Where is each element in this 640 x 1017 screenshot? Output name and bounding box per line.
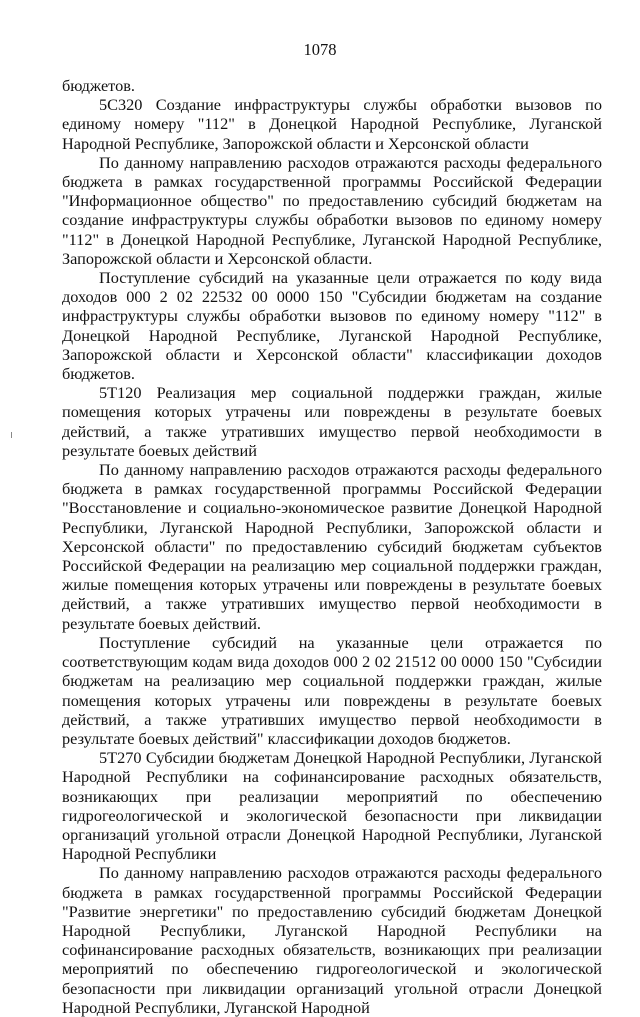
paragraph-continuation: бюджетов. — [62, 76, 135, 95]
paragraph: По данному направлению расходов отражаются расходы федерального бюджета в рамках государственной программы Российской Федерации "Восстановление и социально-экономическое развитие Донецкой Народной Республики, Луганской Народной Республики, Запорожской области и Херсонской области" по предоставлению субсидий бюджетам субъектов Российской Федерации на реализацию мер социальной поддержки граждан, жилые помещения которых утрачены или повреждены в результате боевых действий, а также утративших имущество первой необходимости в результате боевых действий. — [62, 460, 602, 633]
section-heading-5s320: 5С320 Создание инфраструктуры службы обработки вызовов по единому номеру "112" в Донецкой Народной Республике, Луганской Народной Республике, Запорожской области и Херсонской области — [62, 95, 602, 153]
document-body — [62, 76, 602, 1017]
paragraph: По данному направлению расходов отражаются расходы федерального бюджета в рамках государственной программы Российской Федерации "Информационное общество" по предоставлению субсидий бюджетам на создание инфраструктуры службы обработки вызовов по единому номеру "112" в Донецкой Народной Республике, Луганской Народной Республике, Запорожской области и Херсонской области. — [62, 152, 602, 268]
paragraph: Поступление субсидий на указанные цели отражается по коду вида доходов 000 2 02 22532 00 0000 150 "Субсидии бюджетам на создание инфраструктуры службы обработки вызовов по единому номеру "112" в Донецкой Народной Республике, Луганской Народной Республике, Запорожской области и Херсонской области" классификации доходов бюджетов. — [62, 268, 602, 384]
page-number: 1078 — [303, 40, 337, 59]
scan-artifact — [11, 432, 12, 438]
section-heading-5t120: 5Т120 Реализация мер социальной поддержки граждан, жилые помещения которых утрачены или повреждены в результате боевых действий, а также утративших имущество первой необходимости в результате боевых действий — [62, 383, 602, 460]
section-heading-5t270: 5Т270 Субсидии бюджетам Донецкой Народной Республики, Луганской Народной Республики на софинансирование расходных обязательств, возникающих при реализации мероприятий по обеспечению гидрогеологической и экологической безопасности при ликвидации организаций угольной отрасли Донецкой Народной Республики, Луганской Народной Республики — [62, 748, 602, 864]
paragraph: Поступление субсидий на указанные цели отражается по соответствующим кодам вида доходов 000 2 02 21512 00 0000 150 "Субсидии бюджетам на реализацию мер социальной поддержки граждан, жилые помещения которых утрачены или повреждены в результате боевых действий, а также утративших имущество первой необходимости в результате боевых действий" классификации доходов бюджетов. — [62, 632, 602, 748]
paragraph: По данному направлению расходов отражаются расходы федерального бюджета в рамках государственной программы Российской Федерации "Развитие энергетики" по предоставлению субсидий бюджетам Донецкой Народной Республики, Луганской Народной Республики на софинансирование расходных обязательств, возникающих при реализации мероприятий по обеспечению гидрогеологической и экологической безопасности при ликвидации организаций угольной отрасли Донецкой Народной Республики, Луганской Народной — [62, 863, 602, 1017]
